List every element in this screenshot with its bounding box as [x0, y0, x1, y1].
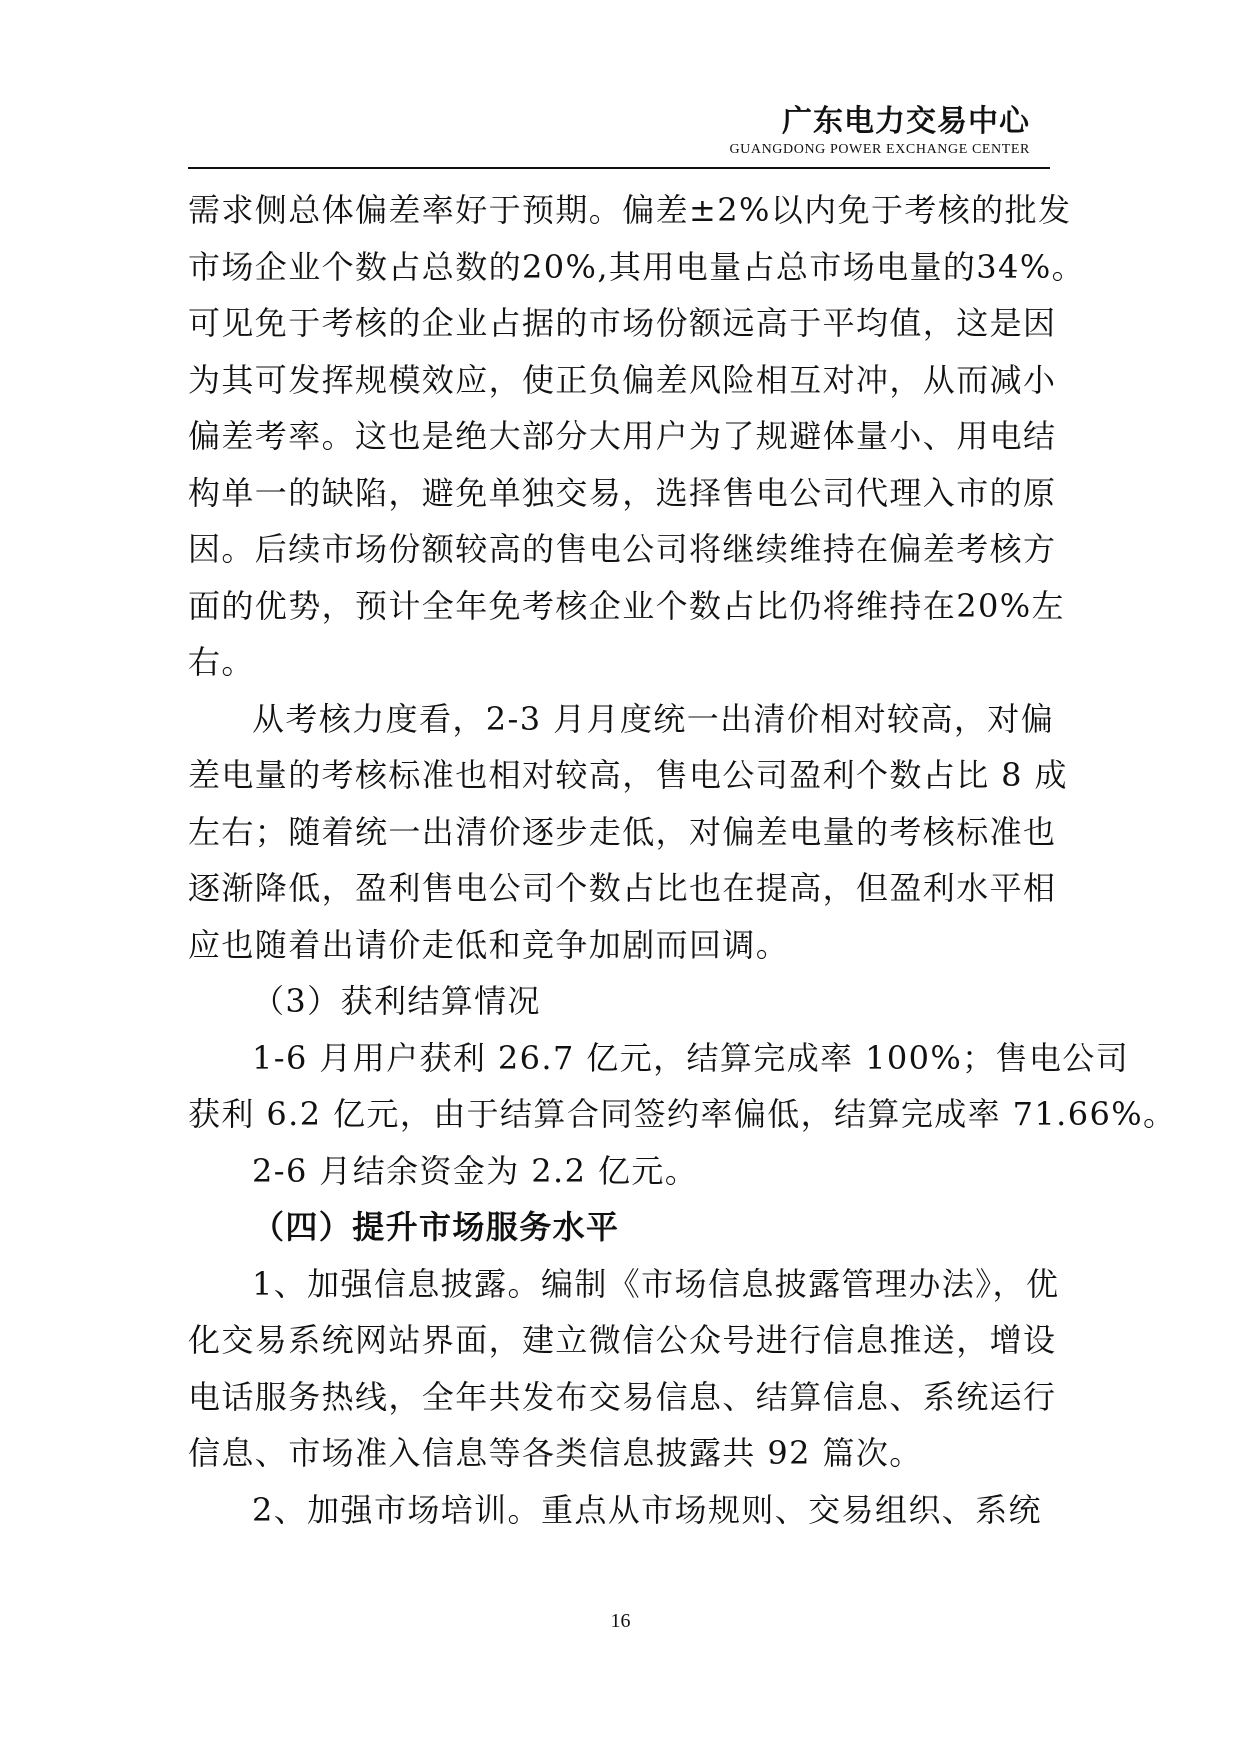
text-line: 左右；随着统一出清价逐步走低，对偏差电量的考核标准也	[188, 812, 1057, 851]
text-line: 市场企业个数占总数的20%,其用电量占总市场电量的34%。	[188, 247, 1086, 286]
text-line: 2、加强市场培训。重点从市场规则、交易组织、系统	[252, 1490, 1042, 1529]
text-line: 从考核力度看，2-3 月月度统一出清价相对较高，对偏	[252, 699, 1055, 738]
text-line: 1、加强信息披露。编制《市场信息披露管理办法》，优	[252, 1264, 1060, 1303]
text-line: 因。后续市场份额较高的售电公司将继续维持在偏差考核方	[188, 530, 1057, 568]
text-line: 差电量的考核标准也相对较高，售电公司盈利个数占比 8 成	[188, 756, 1068, 794]
text-line: 构单一的缺陷，避免单独交易，选择售电公司代理入市的原	[188, 473, 1057, 512]
header-divider	[188, 167, 1050, 169]
section-heading: （四）提升市场服务水平	[252, 1208, 620, 1246]
text-line: 为其可发挥规模效应，使正负偏差风险相互对冲，从而减小	[188, 360, 1057, 399]
text-line: 面的优势，预计全年免考核企业个数占比仍将维持在20%左	[188, 586, 1065, 625]
text-line: 获利 6.2 亿元，由于结算合同签约率偏低，结算完成率 71.66%。	[188, 1095, 1177, 1133]
page-number: 16	[610, 1610, 631, 1632]
text-line: 应也随着出请价走低和竞争加剧而回调。	[188, 925, 790, 964]
header-subtitle: GUANGDONG POWER EXCHANGE CENTER	[729, 142, 1030, 157]
text-line: 可见免于考核的企业占据的市场份额远高于平均值，这是因	[188, 304, 1057, 342]
section-subheading: （3）获利结算情况	[252, 982, 541, 1020]
text-line: 偏差考率。这也是绝大部分大用户为了规避体量小、用电结	[188, 417, 1057, 455]
text-line: 1-6 月用户获利 26.7 亿元，结算完成率 100%；售电公司	[252, 1038, 1130, 1077]
text-line: 右。	[188, 643, 255, 681]
body-text	[188, 182, 1177, 1538]
text-line: 信息、市场准入信息等各类信息披露共 92 篇次。	[188, 1434, 923, 1472]
text-line: 需求侧总体偏差率好于预期。偏差±2%以内免于考核的批发	[188, 191, 1072, 229]
text-line: 化交易系统网站界面，建立微信公众号进行信息推送，增设	[188, 1321, 1057, 1359]
header-title: 广东电力交易中心	[782, 104, 1030, 139]
page-header	[0, 0, 1241, 170]
text-line: 电话服务热线，全年共发布交易信息、结算信息、系统运行	[188, 1377, 1057, 1416]
text-line: 逐渐降低，盈利售电公司个数占比也在提高，但盈利水平相	[188, 869, 1057, 907]
text-line: 2-6 月结余资金为 2.2 亿元。	[252, 1151, 699, 1190]
